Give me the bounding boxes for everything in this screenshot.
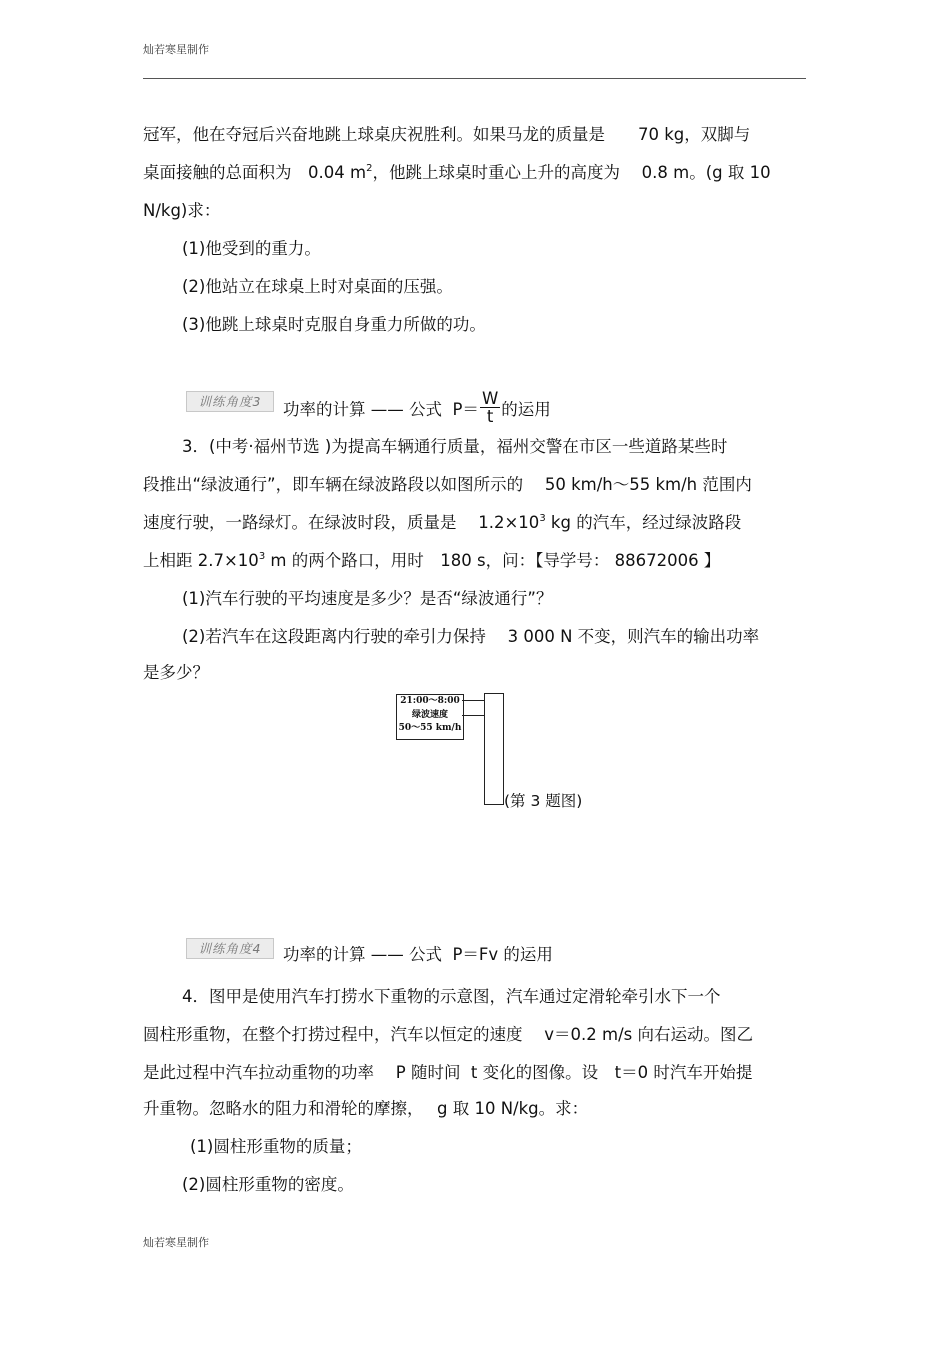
section-4-title: 功率的计算 —— 公式 P＝Fv 的运用 [283,945,553,964]
sign-pole [484,693,504,805]
q3-line-4-exponent: 3 [258,551,266,562]
q2-subquestion-3: (3)他跳上球桌时克服自身重力所做的功。 [182,315,486,334]
q3-line-3 [143,512,741,534]
q3-line-1: 3．(中考·福州节选 )为提高车辆通行质量，福州交警在市区一些道路某些时 [182,437,728,456]
q2-line-3: N/kg)求： [143,201,221,220]
fraction-numerator: W [481,389,499,408]
header-rule [143,78,806,79]
q2-subquestion-2: (2)他站立在球桌上时对桌面的压强。 [182,277,453,296]
q3-line-3-exponent: 3 [539,513,546,524]
sign-connector-bracket [462,700,485,716]
training-angle-4-tag: 训练角度4 [186,938,274,959]
page-footer: 灿若寒星制作 [143,1236,209,1249]
sign-title: 绿波速度 [411,709,448,720]
fraction-denominator: t [486,407,494,426]
q3-subquestion-2-cont: 是多少？ [143,663,209,682]
figure-3-caption: (第 3 题图) [504,792,583,810]
q4-line-2: 圆柱形重物，在整个打捞过程中，汽车以恒定的速度 v＝0.2 m/s 向右运动。图乙 [143,1025,753,1044]
q4-line-4: 升重物。忽略水的阻力和滑轮的摩擦， g 取 10 N/kg。求： [143,1099,589,1118]
q3-line-4 [143,550,720,572]
q4-line-3: 是此过程中汽车拉动重物的功率 P 随时间 t 变化的图像。设 t＝0 时汽车开始提 [143,1063,753,1082]
q2-line-1: 冠军，他在夺冠后兴奋地跳上球桌庆祝胜利。如果马龙的质量是 70 kg，双脚与 [143,125,751,144]
q3-subquestion-1: (1)汽车行驶的平均速度是多少？是否“绿波通行”？ [182,589,553,608]
q3-subquestion-2: (2)若汽车在这段距离内行驶的牵引力保持 3 000 N 不变，则汽车的输出功率 [182,627,760,646]
sign-time: 21:00～8:00 [400,696,460,706]
q2-line-2 [143,162,771,184]
q2-line-2-exponent: 2 [366,163,373,174]
training-angle-3-tag: 训练角度3 [186,391,274,412]
q3-line-3-text-b: kg 的汽车，经过绿波路段 [545,513,742,532]
page-header: 灿若寒星制作 [143,43,209,56]
q4-line-1: 4．图甲是使用汽车打捞水下重物的示意图，汽车通过定滑轮牵引水下一个 [182,987,721,1006]
section-3-title-b: 的运用 [501,400,551,419]
q3-line-3-text-a: 速度行驶，一路绿灯。在绿波时段，质量是 1.2×10 [143,513,540,532]
q2-subquestion-1: (1)他受到的重力。 [182,239,321,258]
q3-line-4-text-b: m 的两个路口，用时 180 s，问：【导学号： 88672006 】 [265,551,721,570]
q2-line-2-text-b: ，他跳上球桌时重心上升的高度为 0.8 m。(g 取 10 [372,163,771,182]
q3-line-2: 段推出“绿波通行”，即车辆在绿波路段以如图所示的 50 km/h～55 km/h 范围内 [143,475,752,494]
power-formula-fraction [480,390,500,425]
section-3-title-a: 功率的计算 —— 公式 P＝ [283,400,479,419]
q4-subquestion-1: (1)圆柱形重物的质量； [190,1137,362,1156]
section-3-title [283,389,551,428]
green-wave-sign [396,694,464,740]
q3-line-4-text-a: 上相距 2.7×10 [143,551,259,570]
q4-subquestion-2: (2)圆柱形重物的密度。 [182,1175,354,1194]
q2-line-2-text-a: 桌面接触的总面积为 0.04 m [143,163,367,182]
sign-speed: 50～55 km/h [398,723,462,733]
